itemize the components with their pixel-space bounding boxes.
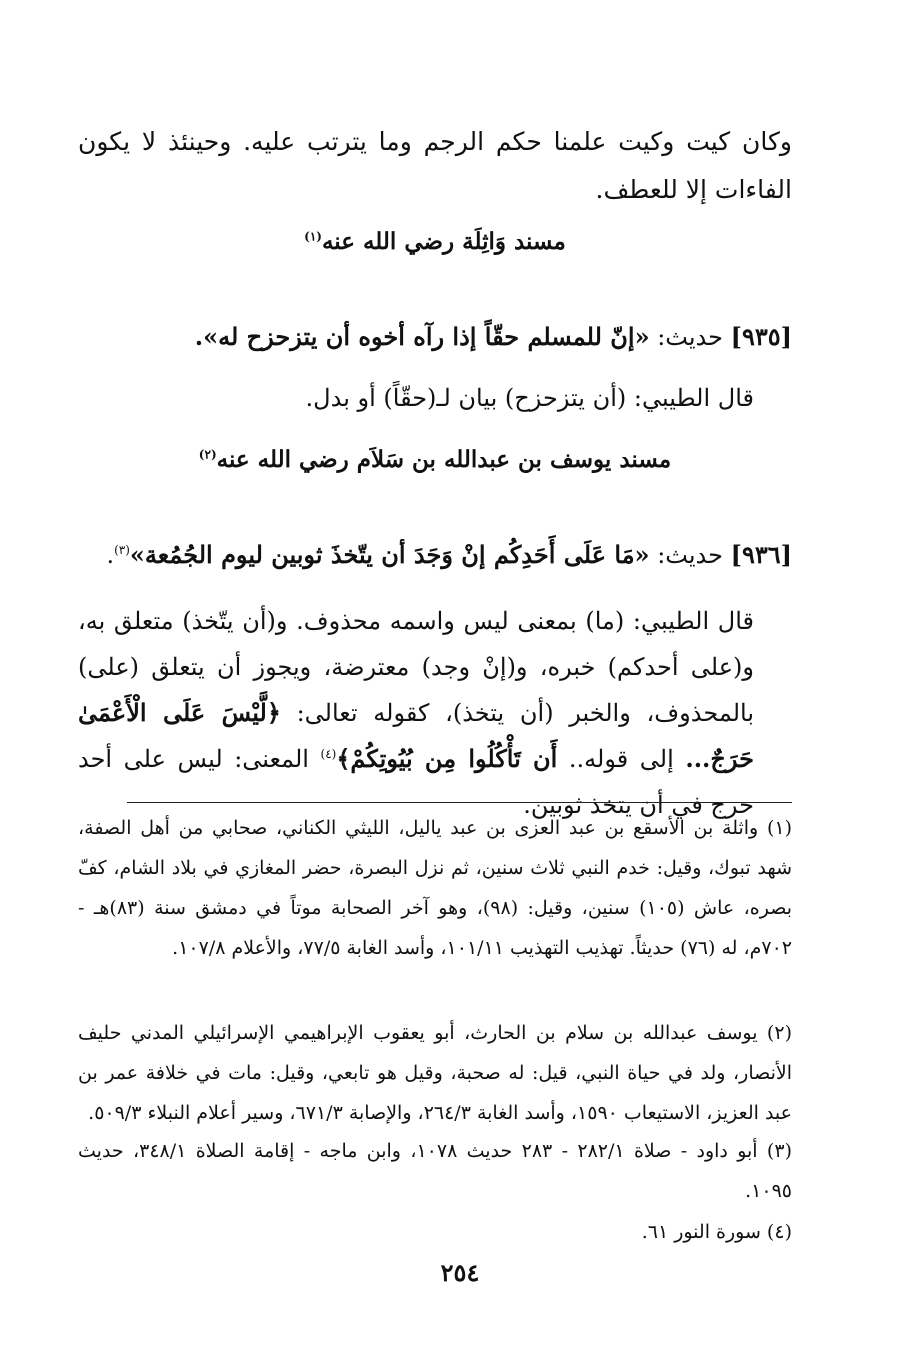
commentary-text: قال الطيبي: (أن يتزحزح) بيان لـ(حقّاً) أو بدل. [305,384,754,412]
hadith-end: . [106,541,115,569]
commentary-text-a: قال الطيبي: (ما) بمعنى ليس واسمه محذوف. و(أن يتّخذ) متعلق به، و(على أحدكم) خبره، و(إنْ وجد) معترضة، ويجوز أن يتعلق (على) بالمحذوف، والخبر (أن يتخذ)، كقوله تعالى: [78,607,754,727]
footnote-ref-4: (٤) [320,747,337,761]
hadith-935 [78,322,792,351]
hadith-number: [٩٣٦] [730,540,792,569]
quran-verse-b: أَن تَأْكُلُوا مِن بُيُوتِكُمْ﴾ [336,744,558,773]
quran-verse-a: ﴿لَّيْسَ عَلَى الْأَعْمَىٰ حَرَجٌ... [78,698,754,773]
footnote-ref-2: (٢) [198,447,217,462]
footnote-ref-1: (١) [304,229,322,244]
footnote-divider [127,802,792,803]
page-number: ٢٥٤ [440,1258,480,1287]
footnote-text: (٣) أبو داود - صلاة ٢٨٢/١ - ٢٨٣ حديث ١٠٧٨، وابن ماجه - إقامة الصلاة ٣٤٨/١، حديث ١٠٩٥. [78,1140,792,1202]
hadith-quote: «إنّ للمسلم حقّاً إذا رآه أخوه أن يتزحزح له». [194,322,650,351]
hadith-number: [٩٣٥] [730,322,792,351]
section-heading-text: مسند وَاثِلَة رضي الله عنه [321,228,566,255]
hadith-935-commentary [78,384,792,412]
section-heading-text: مسند يوسف بن عبدالله بن سَلاَم رضي الله عنه [216,446,672,473]
section-heading-yusuf [78,446,792,473]
intro-text: وكان كيت وكيت علمنا حكم الرجم وما يترتب عليه. وحينئذ لا يكون الفاءات إلا للعطف. [78,127,792,204]
hadith-936 [78,540,792,569]
footnote-ref-3: (٣) [114,543,130,557]
section-heading-wathila [78,228,792,255]
hadith-936-commentary [78,598,792,828]
commentary-text-b: المعنى: ليس على أحد حرج في أن يتخذ ثوبين. [78,745,754,819]
footnote-text: (٤) سورة النور ٦١. [641,1221,792,1243]
footnote-4 [78,1212,792,1252]
hadith-quote: «مَا عَلَى أَحَدِكُم إنْ وَجَدَ أن يتّخذَ ثوبين ليوم الجُمُعة» [129,540,650,569]
hadith-prefix: حديث: [657,541,723,569]
footnote-text: (٢) يوسف عبدالله بن سلام بن الحارث، أبو يعقوب الإبراهيمي الإسرائيلي المدني حليف الأنصار، ولد في حياة النبي، قيل: له صحبة، وقيل هو تابعي، وقيل: مات في خلافة عمر بن عبد العزيز، الاستيعاب ١٥٩٠، وأسد الغابة ٢٦٤/٣، والإصابة ٦٧١/٣، وسير أعلام النبلاء ٥٠٩/٣. [78,1022,792,1124]
footnote-1 [78,808,792,968]
hadith-prefix: حديث: [657,323,723,351]
footnote-3 [78,1131,792,1211]
footnote-2 [78,1013,792,1133]
intro-paragraph [78,118,792,214]
commentary-middle: إلى قوله.. [568,745,674,773]
footnote-text: (١) واثلة بن الأسقع بن عبد العزى بن عبد ياليل، الليثي الكناني، صحابي من أهل الصفة، شهد تبوك، وقيل: خدم النبي ثلاث سنين، ثم نزل البصرة، حضر المغازي في بلاد الشام، كفّ بصره، عاش (١٠٥) سنين، وقيل: (٩٨)، وهو آخر الصحابة موتاً في دمشق سنة (٨٣)هـ - ٧٠٢م، له (٧٦) حديثاً. تهذيب التهذيب ١٠١/١١، وأسد الغابة ٧٧/٥، والأعلام ١٠٧/٨. [78,817,792,959]
